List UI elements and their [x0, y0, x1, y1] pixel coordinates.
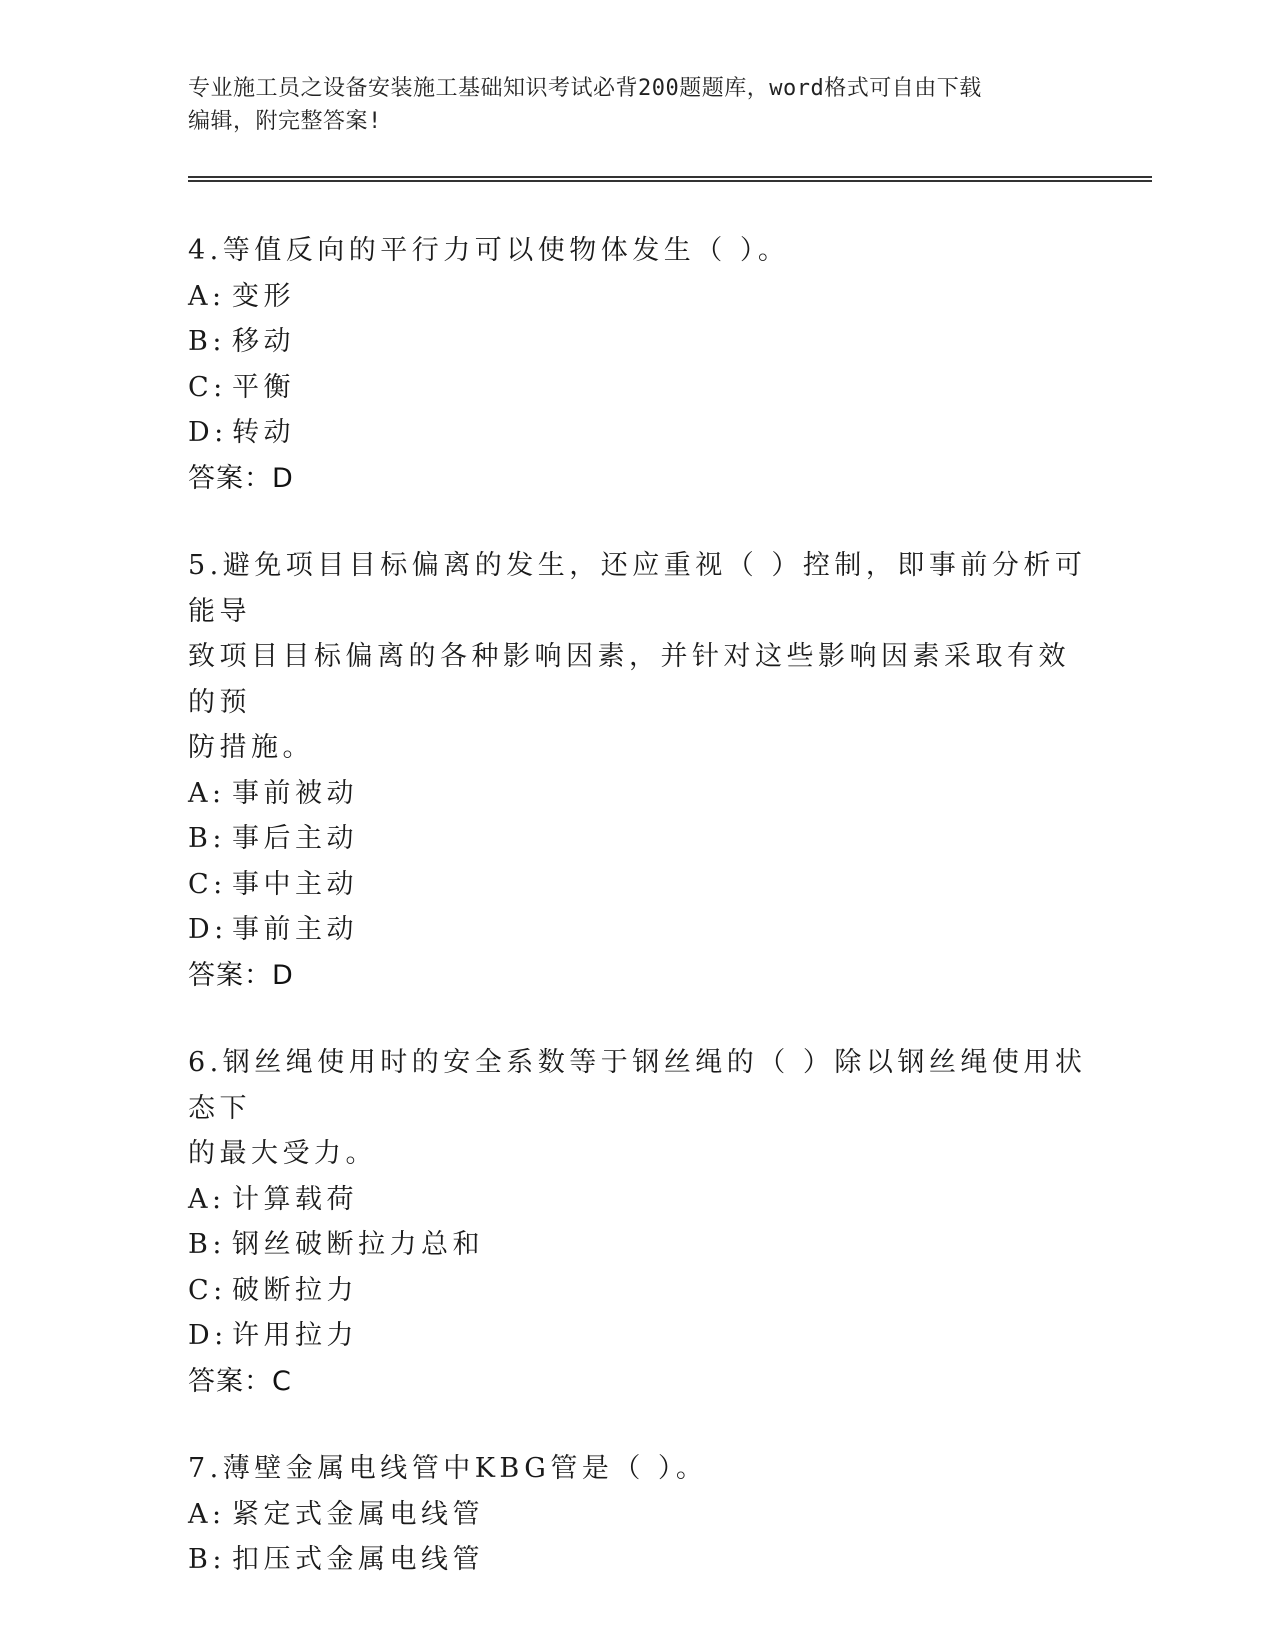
option-d	[188, 907, 1088, 953]
question-text-line-2: 致项目目标偏离的各种影响因素，并针对这些影响因素采取有效的预	[188, 641, 1070, 718]
question-6	[188, 1040, 1088, 1404]
option-text: 事后主动	[232, 823, 358, 854]
option-a	[188, 274, 1088, 320]
option-d	[188, 410, 1088, 456]
option-b	[188, 1537, 1088, 1583]
option-letter: A:	[188, 1183, 226, 1215]
option-letter: B:	[188, 326, 226, 357]
option-letter: D:	[188, 417, 228, 448]
option-text: 许用拉力	[232, 1320, 358, 1351]
document-header	[188, 72, 1088, 138]
option-c	[188, 1268, 1088, 1314]
option-letter: B:	[188, 1229, 226, 1260]
question-text-line-3: 防措施。	[188, 732, 314, 763]
question-text-line-1: 5.避免项目目标偏离的发生，还应重视（ ）控制，即事前分析可能导	[188, 550, 1087, 627]
question-list	[188, 228, 1088, 1625]
option-a	[188, 1492, 1088, 1538]
option-text: 平衡	[232, 371, 295, 403]
option-letter: C:	[188, 1274, 227, 1306]
option-b	[188, 816, 1088, 862]
option-text: 计算载荷	[232, 1183, 358, 1215]
option-text: 转动	[232, 417, 295, 448]
option-text: 变形	[232, 280, 295, 312]
option-text: 事中主动	[232, 868, 358, 900]
option-c	[188, 862, 1088, 908]
option-text: 紧定式金属电线管	[232, 1498, 484, 1530]
question-text-line-2: 的最大受力。	[188, 1138, 377, 1169]
question-5	[188, 543, 1088, 998]
option-letter: A:	[188, 280, 226, 312]
option-letter: A:	[188, 1498, 226, 1530]
answer-line: 答案：D	[188, 462, 294, 494]
option-letter: D:	[188, 914, 228, 945]
question-4	[188, 228, 1088, 501]
question-7	[188, 1446, 1088, 1583]
answer-line: 答案：D	[188, 959, 294, 991]
answer-line: 答案：C	[188, 1365, 292, 1397]
option-b	[188, 1222, 1088, 1268]
option-letter: B:	[188, 823, 226, 854]
option-d	[188, 1313, 1088, 1359]
option-letter: C:	[188, 371, 227, 403]
option-a	[188, 1177, 1088, 1223]
option-text: 钢丝破断拉力总和	[232, 1229, 484, 1260]
option-letter: A:	[188, 777, 226, 809]
question-text-line-1: 6.钢丝绳使用时的安全系数等于钢丝绳的（ ）除以钢丝绳使用状态下	[188, 1047, 1087, 1124]
header-divider	[188, 176, 1152, 182]
option-text: 破断拉力	[232, 1274, 358, 1306]
option-letter: B:	[188, 1544, 226, 1575]
option-letter: D:	[188, 1320, 228, 1351]
option-c	[188, 365, 1088, 411]
question-text: 7.薄壁金属电线管中KBG管是（ ）。	[188, 1453, 708, 1484]
option-text: 事前主动	[232, 914, 358, 945]
option-text: 移动	[232, 326, 295, 357]
option-text: 扣压式金属电线管	[232, 1544, 484, 1575]
option-a	[188, 771, 1088, 817]
header-line-1: 专业施工员之设备安装施工基础知识考试必背200题题库，word格式可自由下载	[188, 76, 982, 101]
option-letter: C:	[188, 868, 227, 900]
question-text: 4.等值反向的平行力可以使物体发生（ ）。	[188, 235, 790, 266]
option-text: 事前被动	[232, 777, 358, 809]
header-line-2: 编辑，附完整答案!	[188, 109, 382, 134]
option-b	[188, 319, 1088, 365]
